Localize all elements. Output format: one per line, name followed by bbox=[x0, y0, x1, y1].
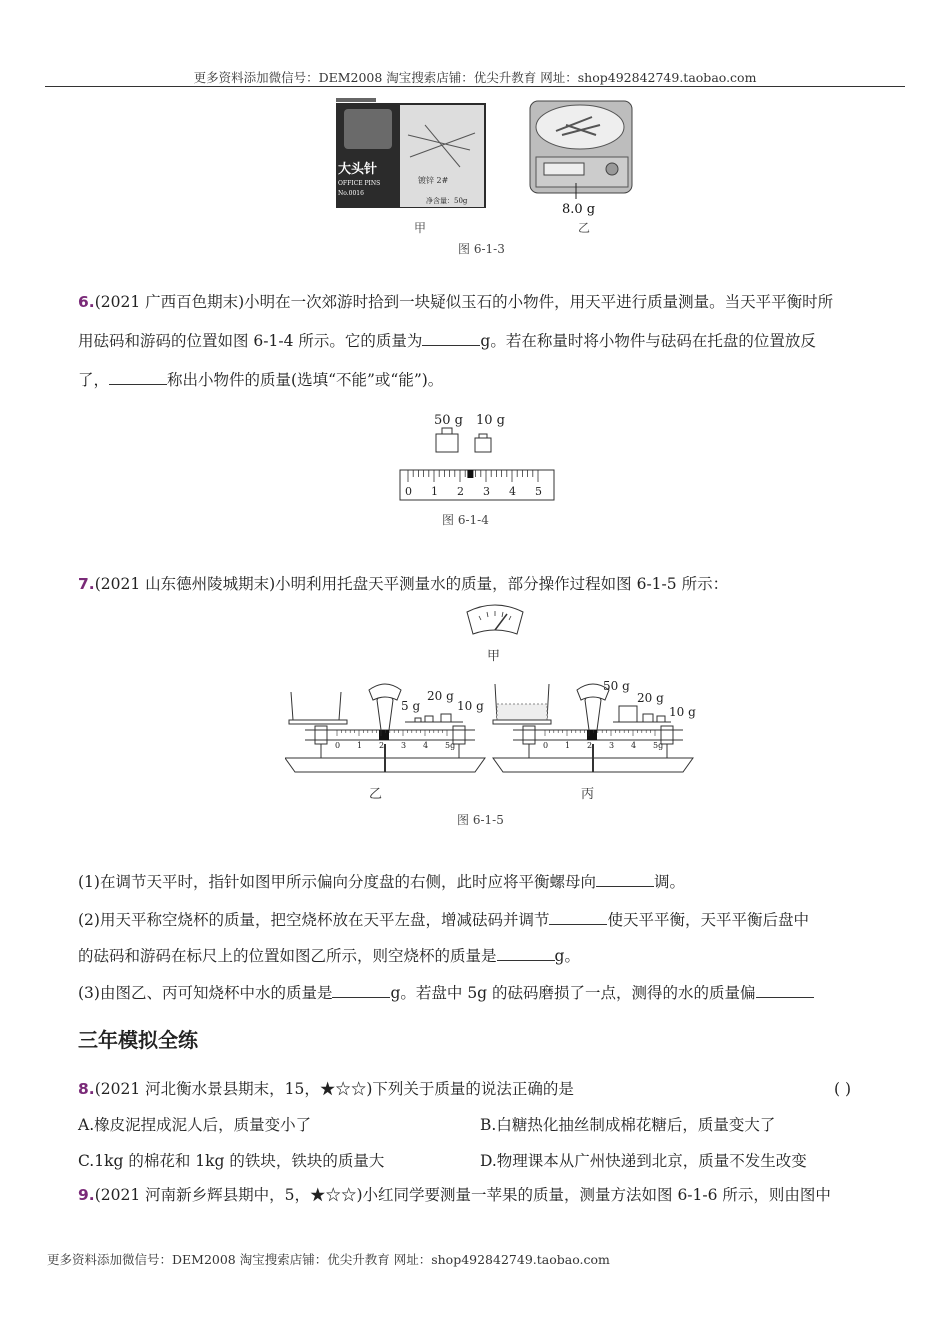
label-yi: 乙 bbox=[369, 787, 383, 802]
tick-label: 0 bbox=[405, 485, 412, 498]
weight-50g-label: 50 g bbox=[603, 679, 630, 693]
scale-reading: 8.0 g bbox=[562, 202, 596, 217]
tick-label: 3 bbox=[483, 485, 490, 498]
tick-label: 3 bbox=[609, 741, 615, 750]
q8-stem: 8.(2021 河北衡水景县期末，15，★☆☆)下列关于质量的说法正确的是 bbox=[78, 1080, 574, 1098]
figure-6-1-5 bbox=[285, 600, 705, 832]
box-title: 大头针 bbox=[338, 162, 378, 177]
figure-6-1-4 bbox=[390, 406, 560, 528]
tick-label: 4 bbox=[631, 741, 637, 750]
weight-50g-label: 50 g bbox=[434, 413, 463, 428]
label-jia: 甲 bbox=[487, 649, 501, 664]
balance-bing bbox=[493, 679, 696, 802]
tick-label: 4 bbox=[509, 485, 516, 498]
tick-label: 5g bbox=[445, 741, 456, 750]
label-bing: 丙 bbox=[581, 787, 595, 802]
figure-caption: 图 6-1-3 bbox=[458, 242, 505, 255]
figure-caption: 图 6-1-5 bbox=[457, 813, 504, 827]
answer-paren[interactable]: ( ) bbox=[834, 1080, 852, 1098]
balance-yi bbox=[285, 684, 485, 802]
answer-blank[interactable] bbox=[422, 331, 480, 346]
tick-label: 2 bbox=[587, 741, 593, 750]
figure-caption: 图 6-1-4 bbox=[442, 513, 489, 527]
page-footer: 更多资料添加微信号：DEM2008 淘宝搜索店铺：优尖升教育 网址：shop492842749.taobao.com bbox=[47, 1252, 610, 1267]
option-d[interactable]: D.物理课本从广州快递到北京，质量不发生改变 bbox=[480, 1152, 807, 1170]
weight-20g-label: 20 g bbox=[637, 691, 664, 705]
question-number: 9. bbox=[78, 1186, 95, 1204]
weight-10g-label: 10 g bbox=[457, 699, 484, 713]
q6-line2: 用砝码和游码的位置如图 6-1-4 所示。它的质量为 g。若在称量时将小物件与砝码在托盘的位置放反 bbox=[78, 332, 816, 350]
weight-10g-label: 10 g bbox=[669, 705, 696, 719]
question-number: 8. bbox=[78, 1080, 95, 1098]
q7-sub1: (1)在调节天平时，指针如图甲所示偏向分度盘的右侧，此时应将平衡螺母向 调。 bbox=[78, 873, 685, 891]
option-c[interactable]: C.1kg 的棉花和 1kg 的铁块，铁块的质量大 bbox=[78, 1152, 385, 1170]
tick-label: 3 bbox=[401, 741, 407, 750]
label-yi: 乙 bbox=[578, 221, 591, 235]
option-a[interactable]: A.橡皮泥捏成泥人后，质量变小了 bbox=[78, 1116, 312, 1134]
weight-20g-label: 20 g bbox=[427, 689, 454, 703]
question-number: 7. bbox=[78, 575, 95, 593]
answer-blank[interactable] bbox=[756, 983, 814, 998]
header-divider bbox=[45, 86, 905, 87]
section-title: 三年模拟全练 bbox=[78, 1028, 198, 1052]
beam-scale bbox=[400, 470, 554, 500]
tick-label: 4 bbox=[423, 741, 429, 750]
q6-line3: 了， 称出小物件的质量(选填“不能”或“能”)。 bbox=[78, 371, 444, 389]
answer-blank[interactable] bbox=[497, 946, 555, 961]
weight-10g-label: 10 g bbox=[476, 413, 505, 428]
answer-blank[interactable] bbox=[549, 910, 607, 925]
q7-sub2-cont: 的砝码和游码在标尺上的位置如图乙所示，则空烧杯的质量是 g。 bbox=[78, 947, 580, 965]
tick-label: 0 bbox=[335, 741, 341, 750]
q6-line1: 6.(2021 广西百色期末)小明在一次郊游时拾到一块疑似玉石的小物件，用天平进行质量测量。当天平平衡时所 bbox=[78, 293, 834, 311]
answer-blank[interactable] bbox=[109, 370, 167, 385]
weight-5g-label: 5 g bbox=[401, 699, 421, 713]
option-b[interactable]: B.白糖热化抽丝制成棉花糖后，质量变大了 bbox=[480, 1116, 776, 1134]
page-header: 更多资料添加微信号：DEM2008 淘宝搜索店铺：优尖升教育 网址：shop492842749.taobao.com bbox=[193, 70, 757, 85]
figure-6-1-3 bbox=[330, 95, 640, 255]
box-net: 净含量：50g bbox=[426, 197, 468, 205]
tick-label: 1 bbox=[565, 741, 571, 750]
tick-label: 5g bbox=[653, 741, 664, 750]
q9-stem: 9.(2021 河南新乡辉县期中，5，★☆☆)小红同学要测量一苹果的质量，测量方法如图 6-1-6 所示，则由图中 bbox=[78, 1186, 831, 1204]
box-sub1: OFFICE PINS bbox=[338, 180, 381, 187]
tick-label: 2 bbox=[379, 741, 385, 750]
rider[interactable] bbox=[467, 470, 473, 478]
answer-blank[interactable] bbox=[596, 872, 654, 887]
box-label: 镀锌 2# bbox=[418, 176, 449, 185]
tick-label: 0 bbox=[543, 741, 549, 750]
tick-label: 1 bbox=[431, 485, 438, 498]
q7-sub2: (2)用天平称空烧杯的质量，把空烧杯放在天平左盘，增减砝码并调节 使天平平衡，天平平衡后盘中 bbox=[78, 911, 809, 929]
box-sub2: No.0016 bbox=[338, 190, 364, 197]
tick-label: 5 bbox=[535, 485, 542, 498]
label-jia: 甲 bbox=[414, 221, 427, 235]
tick-label: 2 bbox=[457, 485, 464, 498]
q7-line1: 7.(2021 山东德州陵城期末)小明利用托盘天平测量水的质量，部分操作过程如图 6-1-5 所示： bbox=[78, 575, 729, 593]
question-number: 6. bbox=[78, 293, 95, 311]
tick-label: 1 bbox=[357, 741, 363, 750]
answer-blank[interactable] bbox=[332, 983, 390, 998]
q7-sub3: (3)由图乙、丙可知烧杯中水的质量是 g。若盘中 5g 的砝码磨损了一点，测得的水的质量偏 bbox=[78, 983, 814, 1003]
